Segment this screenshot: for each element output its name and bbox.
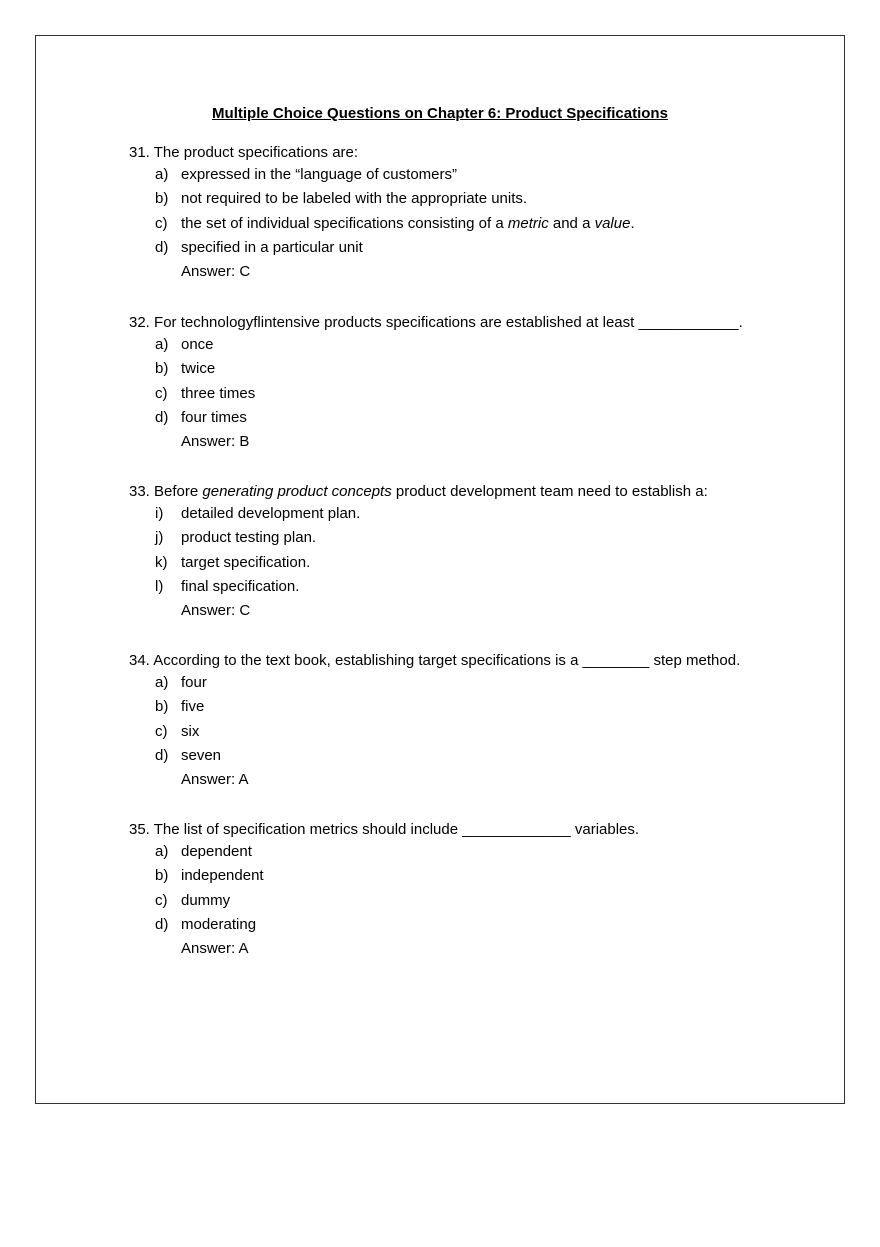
question-text-emphasis: generating product concepts bbox=[202, 483, 392, 500]
option-item bbox=[129, 333, 829, 357]
option-item bbox=[129, 551, 829, 575]
option-text-part: and a bbox=[548, 214, 595, 232]
option-letter: a) bbox=[155, 674, 169, 691]
question-number: 32. bbox=[129, 314, 150, 331]
option-letter: b) bbox=[155, 698, 169, 716]
option-item bbox=[129, 864, 829, 888]
page-title: Multiple Choice Questions on Chapter 6: Product Specifications bbox=[212, 105, 668, 122]
option-item bbox=[129, 671, 829, 695]
option-letter: k) bbox=[155, 553, 168, 571]
question-35 bbox=[129, 820, 829, 961]
option-letter: i) bbox=[155, 505, 164, 522]
answer-line bbox=[129, 768, 829, 792]
option-letter: c) bbox=[155, 722, 168, 740]
option-text: not required to be labeled with the appropriate units. bbox=[181, 190, 528, 208]
option-text: product testing plan. bbox=[181, 529, 317, 547]
option-item bbox=[129, 236, 829, 260]
question-number: 31. bbox=[129, 144, 150, 161]
question-stem bbox=[129, 482, 829, 502]
question-text-part: Before bbox=[154, 483, 203, 500]
option-text: independent bbox=[181, 867, 264, 885]
option-text: dependent bbox=[181, 843, 252, 860]
option-letter: a) bbox=[155, 336, 169, 353]
option-text: detailed development plan. bbox=[181, 505, 361, 522]
option-text: four times bbox=[181, 408, 247, 426]
option-text: twice bbox=[181, 360, 216, 378]
option-letter: a) bbox=[155, 166, 169, 183]
option-letter: c) bbox=[155, 891, 168, 909]
option-letter: b) bbox=[155, 360, 169, 378]
option-letter: d) bbox=[155, 408, 169, 426]
option-text: six bbox=[181, 722, 200, 740]
option-item bbox=[129, 575, 829, 599]
answer-text: Answer: B bbox=[181, 433, 250, 451]
option-item bbox=[129, 187, 829, 211]
option-item bbox=[129, 913, 829, 937]
option-text: three times bbox=[181, 384, 256, 402]
option-item bbox=[129, 695, 829, 719]
answer-text: Answer: C bbox=[181, 263, 251, 281]
option-item bbox=[129, 526, 829, 550]
question-33 bbox=[129, 482, 829, 623]
option-text: dummy bbox=[181, 891, 231, 909]
option-item bbox=[129, 357, 829, 381]
option-item bbox=[129, 502, 829, 526]
option-text: once bbox=[181, 336, 214, 353]
option-letter: l) bbox=[155, 577, 164, 595]
question-text: According to the text book, establishing target specifications is a ________ step method. bbox=[153, 652, 741, 669]
answer-line bbox=[129, 937, 829, 961]
option-text: four bbox=[181, 674, 207, 691]
question-stem bbox=[129, 820, 829, 840]
question-number: 35. bbox=[129, 821, 150, 838]
option-letter: b) bbox=[155, 190, 169, 208]
option-item bbox=[129, 212, 829, 236]
option-letter: b) bbox=[155, 867, 169, 885]
option-text: seven bbox=[181, 746, 222, 764]
question-text-part: product development team need to establish a: bbox=[391, 483, 708, 500]
option-item bbox=[129, 720, 829, 744]
option-letter: j) bbox=[155, 529, 164, 547]
question-text: The list of specification metrics should include _____________ variables. bbox=[153, 821, 640, 838]
question-34 bbox=[129, 651, 829, 792]
option-letter: d) bbox=[155, 238, 169, 256]
option-item bbox=[129, 889, 829, 913]
answer-text: Answer: A bbox=[181, 771, 249, 789]
answer-text: Answer: A bbox=[181, 940, 249, 958]
option-letter: d) bbox=[155, 746, 169, 764]
option-item bbox=[129, 406, 829, 430]
option-letter: c) bbox=[155, 214, 168, 232]
question-31 bbox=[129, 143, 829, 284]
question-stem bbox=[129, 651, 829, 671]
option-text bbox=[181, 212, 635, 236]
answer-line bbox=[129, 599, 829, 623]
question-stem bbox=[129, 143, 829, 163]
option-text: target specification. bbox=[181, 553, 311, 571]
option-text: expressed in the “language of customers” bbox=[181, 166, 457, 183]
answer-text: Answer: C bbox=[181, 602, 251, 620]
question-stem bbox=[129, 313, 829, 333]
option-letter: d) bbox=[155, 915, 169, 933]
question-number: 33. bbox=[129, 483, 150, 500]
option-item bbox=[129, 163, 829, 187]
question-text: The product specifications are: bbox=[153, 144, 359, 161]
option-text: moderating bbox=[181, 915, 257, 933]
option-letter: a) bbox=[155, 843, 169, 860]
option-item bbox=[129, 382, 829, 406]
question-text: For technologyflintensive products specifications are established at least ____________. bbox=[154, 314, 743, 331]
option-text-part: the set of individual specifications consisting of a bbox=[181, 214, 508, 232]
answer-line bbox=[129, 430, 829, 454]
question-text bbox=[154, 483, 708, 500]
question-number: 34. bbox=[129, 652, 150, 669]
option-text-part: . bbox=[630, 214, 635, 232]
option-letter: c) bbox=[155, 384, 168, 402]
option-text-emphasis: metric bbox=[507, 214, 549, 232]
option-text-emphasis: value bbox=[594, 214, 631, 232]
question-32 bbox=[129, 313, 829, 454]
answer-line bbox=[129, 260, 829, 284]
option-item bbox=[129, 744, 829, 768]
option-text: final specification. bbox=[181, 577, 300, 595]
option-item bbox=[129, 840, 829, 864]
option-text: five bbox=[181, 698, 205, 716]
option-text: specified in a particular unit bbox=[181, 238, 363, 256]
